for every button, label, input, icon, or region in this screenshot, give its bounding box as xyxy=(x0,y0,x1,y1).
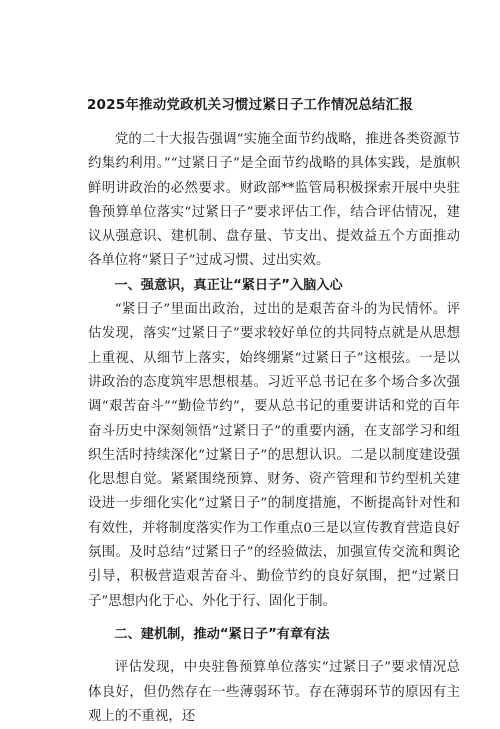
section-1-heading: 一、强意识，真正让“紧日子”入脑入心 xyxy=(114,277,343,293)
section-2-paragraph: 评估发现，中央驻鲁预算单位落实“过紧日子”要求情况总体良好，但仍然存在一些薄弱环节。存在薄弱环节的原因有主观上的不重视，还 xyxy=(88,660,460,724)
intro-paragraph: 党的二十大报告强调“实施全面节约战略，推进各类资源节约集约利用。”“过紧日子”是全面节约战略的具体实践，是旗帜鲜明讲政治的必然要求。财政部**监管局积极探索开展中央驻鲁预算单位落实“过紧日子”要求评估工作，结合评估情况，建议从强意识、建机制、盘存量、节支出、提效益五个方面推动各单位将“紧日子”过成习惯、过出实效。 xyxy=(88,132,460,269)
document-title: 2025年推动党政机关习惯过紧日子工作情况总结汇报 xyxy=(86,97,414,113)
section-2-heading: 二、建机制，推动“紧日子”有章有法 xyxy=(114,626,330,642)
section-1-paragraph: “紧日子”里面出政治，过出的是艰苦奋斗的为民情怀。评估发现，落实“过紧日子”要求较好单位的共同特点就是从思想上重视、从细节上落实，始终绷紧“过紧日子”这根弦。一是以讲政治的态度筑牢思想根基。习近平总书记在多个场合多次强调“艰苦奋斗”“勤俭节约”，要从总书记的重要讲话和党的百年奋斗历史中深刻领悟“过紧日子”的重要内涵，在支部学习和组织生活时持续深化“过紧日子”的思想认识。二是以制度建设强化思想自觉。紧紧围绕预算、财务、资产管理和节约型机关建设进一步细化实化“过紧日子”的制度措施，不断提高针对性和有效性，并将制度落实作为工作重点0三是以宣传教育营造良好氛围。及时总结“过紧日子”的经验做法，加强宣传交流和舆论引导，积极营造艰苦奋斗、勤俭节约的良好氛围，把“过紧日子”思想内化于心、外化于行、固化于制。 xyxy=(88,302,460,609)
document-body xyxy=(88,128,460,729)
